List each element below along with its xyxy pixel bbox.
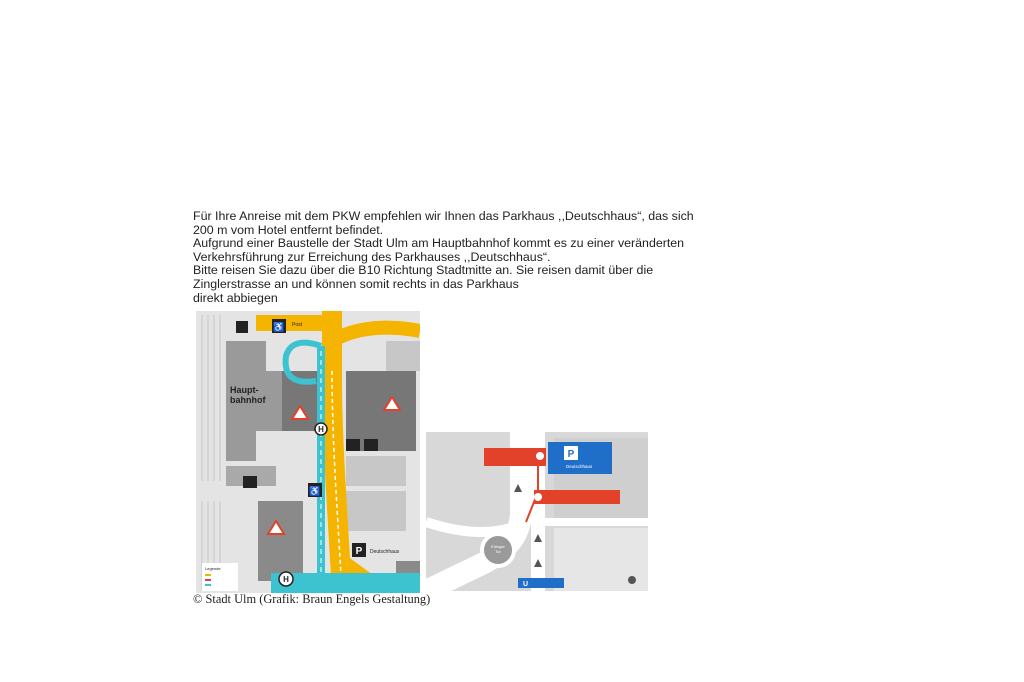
no-left-turn-icon bbox=[536, 452, 544, 460]
taxi-icon bbox=[364, 439, 378, 451]
intro-line: Zinglerstrasse an und können somit rechts in das Parkhaus bbox=[193, 276, 519, 291]
intro-line: Für Ihre Anreise mit dem PKW empfehlen wir Ihnen das Parkhaus ,,Deutschhaus“, das sich bbox=[193, 209, 694, 223]
intro-line: direkt abbiegen bbox=[193, 290, 278, 305]
detour-area bbox=[271, 573, 420, 593]
gate-label: Tor bbox=[495, 549, 501, 554]
ubahn-symbol: U bbox=[523, 581, 529, 588]
intro-line: Bitte reisen Sie dazu über die B10 Richtung Stadtmitte an. Sie reisen damit über die bbox=[193, 263, 654, 278]
legend-swatch bbox=[205, 574, 211, 576]
taxi-icon bbox=[346, 439, 360, 451]
legend-swatch bbox=[205, 584, 211, 586]
parking-ticket-icon bbox=[236, 321, 248, 333]
main-road bbox=[332, 311, 342, 593]
construction-map bbox=[196, 311, 420, 593]
parking-symbol: P bbox=[355, 546, 363, 557]
legend-title: Legende bbox=[205, 566, 221, 571]
no-left-turn-sign bbox=[534, 490, 620, 504]
gate-label: Ehinger bbox=[491, 544, 505, 549]
image-credit: © Stadt Ulm (Grafik: Braun Engels Gestaltung) bbox=[193, 592, 431, 606]
compass-icon bbox=[628, 576, 636, 584]
station-label: Haupt- bbox=[230, 385, 259, 395]
post-label: Post bbox=[292, 322, 303, 328]
building bbox=[386, 341, 420, 371]
intro-line: 200 m vom Hotel entfernt befindet. bbox=[193, 222, 384, 237]
no-left-turn-icon bbox=[534, 493, 542, 501]
wheelchair-icon: ♿ bbox=[309, 486, 321, 496]
bus-stop-symbol: H bbox=[283, 575, 289, 584]
detail-map bbox=[426, 432, 648, 591]
parking-label: Deutschhaus bbox=[566, 464, 593, 469]
parking-building bbox=[548, 442, 612, 474]
bus-stop-symbol: H bbox=[318, 425, 324, 434]
intro-line: Verkehrsführung zur Erreichung des Parkhauses ,,Deutschhaus“. bbox=[193, 249, 551, 264]
building bbox=[346, 456, 406, 486]
wheelchair-icon: ♿ bbox=[273, 322, 285, 332]
parking-label: Deutschhaus bbox=[370, 549, 400, 555]
intro-text bbox=[193, 210, 813, 305]
building bbox=[346, 491, 406, 531]
legend-swatch bbox=[205, 579, 211, 581]
parking-symbol: P bbox=[567, 449, 575, 460]
ticket-machine-icon bbox=[243, 476, 257, 488]
intro-line: Aufgrund einer Baustelle der Stadt Ulm am Hauptbahnhof kommt es zu einer veränderten bbox=[193, 236, 685, 251]
building bbox=[258, 501, 303, 581]
station-label: bahnhof bbox=[230, 395, 266, 405]
